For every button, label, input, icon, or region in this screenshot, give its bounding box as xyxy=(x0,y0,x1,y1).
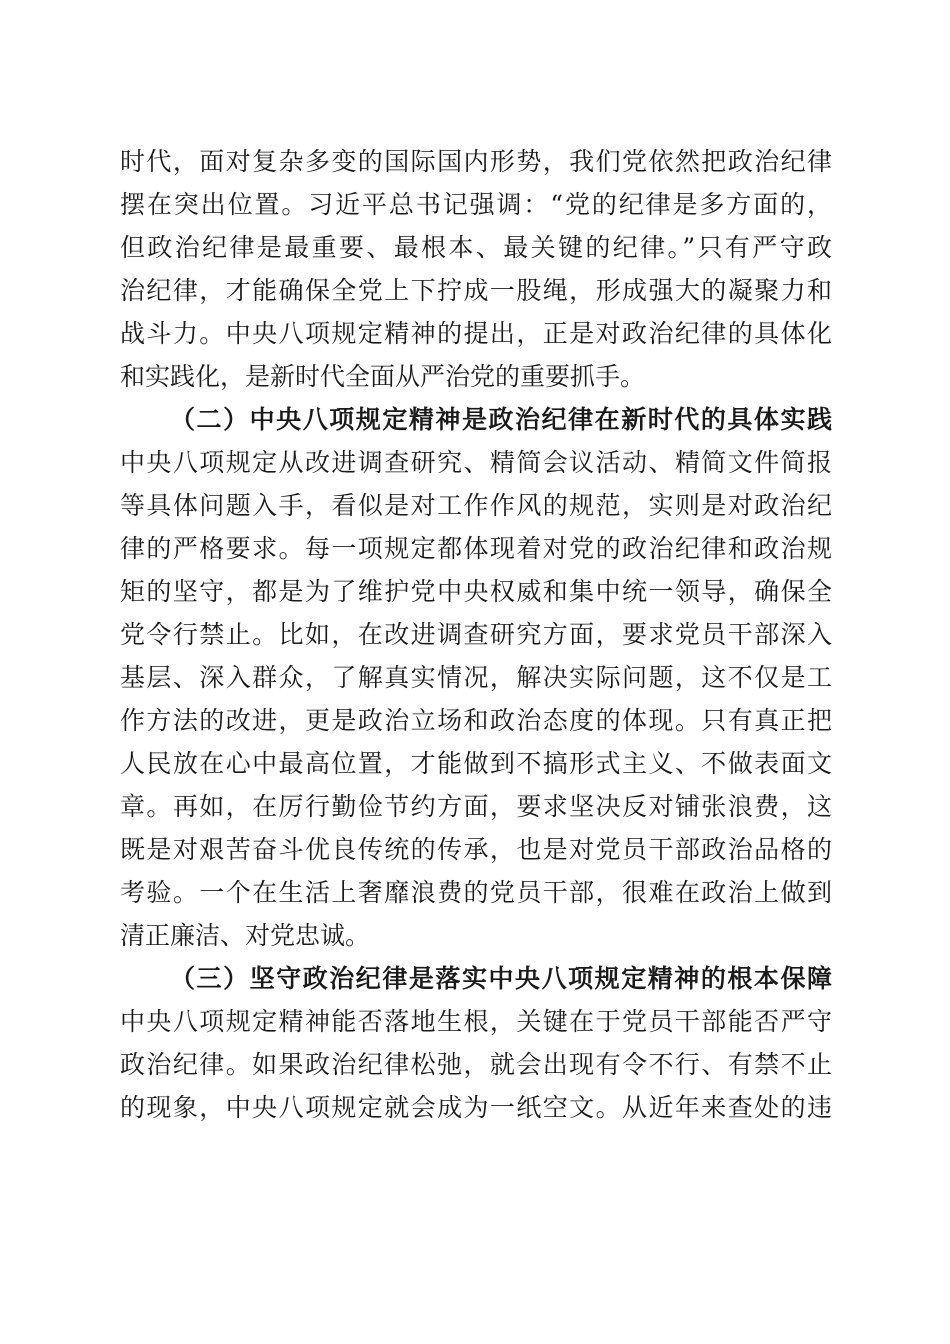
body-line: 战斗力。中央八项规定精神的提出，正是对政治纪律的具体化 xyxy=(120,319,832,348)
body-line: 基层、深入群众，了解真实情况，解决实际问题，这不仅是工 xyxy=(120,663,832,692)
body-line: 党令行禁止。比如，在改进调查研究方面，要求党员干部深入 xyxy=(120,620,832,649)
body-line: 矩的坚守，都是为了维护党中央权威和集中统一领导，确保全 xyxy=(120,577,832,606)
body-line: 的现象，中央八项规定就会成为一纸空文。从近年来查处的违 xyxy=(120,1093,832,1122)
body-line: 作方法的改进，更是政治立场和政治态度的体现。只有真正把 xyxy=(120,706,832,735)
body-line: 清正廉洁、对党忠诚。 xyxy=(120,921,371,950)
body-line: 等具体问题入手，看似是对工作作风的规范，实则是对政治纪 xyxy=(120,491,832,520)
body-line: 治纪律，才能确保全党上下拧成一股绳，形成强大的凝聚力和 xyxy=(120,276,832,305)
body-line: 章。再如，在厉行勤俭节约方面，要求坚决反对铺张浪费，这 xyxy=(120,792,832,821)
body-line: 中央八项规定精神能否落地生根，关键在于党员干部能否严守 xyxy=(120,1007,832,1036)
body-line: 中央八项规定从改进调查研究、精简会议活动、精简文件简报 xyxy=(120,448,832,477)
body-line: 政治纪律。如果政治纪律松弛，就会出现有令不行、有禁不止 xyxy=(120,1050,832,1079)
body-line: 人民放在心中最高位置，才能做到不搞形式主义、不做表面文 xyxy=(120,749,832,778)
body-line: 摆在突出位置。习近平总书记强调：“党的纪律是多方面的， xyxy=(120,190,832,219)
section-heading: （三）坚守政治纪律是落实中央八项规定精神的根本保障 xyxy=(170,964,832,993)
document-body xyxy=(120,140,832,1129)
body-line: 时代，面对复杂多变的国际国内形势，我们党依然把政治纪律 xyxy=(120,147,832,176)
body-line: 和实践化，是新时代全面从严治党的重要抓手。 xyxy=(120,362,646,391)
section-heading: （二）中央八项规定精神是政治纪律在新时代的具体实践 xyxy=(170,405,832,434)
body-line: 律的严格要求。每一项规定都体现着对党的政治纪律和政治规 xyxy=(120,534,832,563)
body-line: 但政治纪律是最重要、最根本、最关键的纪律。”只有严守政 xyxy=(120,233,832,262)
body-line: 考验。一个在生活上奢靡浪费的党员干部，很难在政治上做到 xyxy=(120,878,832,907)
body-line: 既是对艰苦奋斗优良传统的传承，也是对党员干部政治品格的 xyxy=(120,835,832,864)
